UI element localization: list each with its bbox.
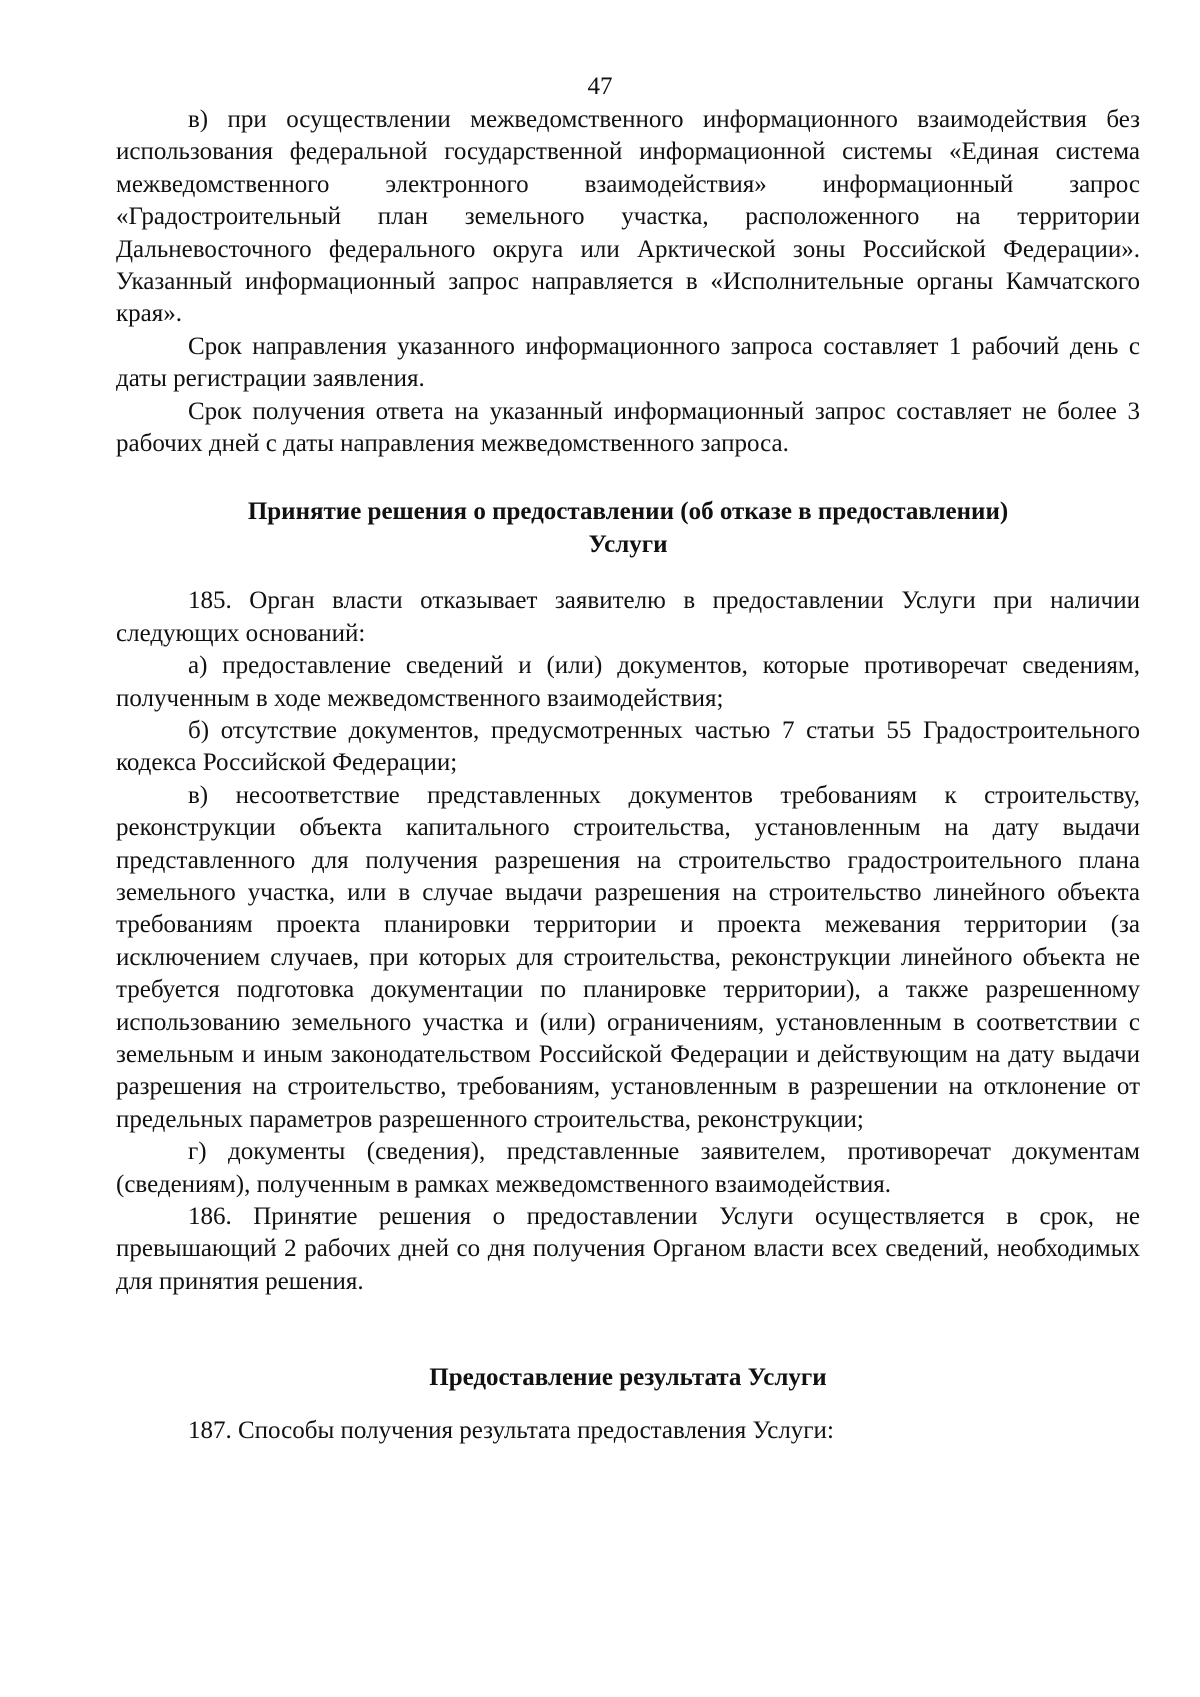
page-number: 47	[587, 73, 613, 100]
paragraph-185-b: б) отсутствие документов, предусмотренных частью 7 статьи 55 Градостроительного кодекса Российской Федерации;	[116, 716, 1140, 777]
paragraph-186: 186. Принятие решения о предоставлении Услуги осуществляется в срок, не превышающий 2 рабочих дней со дня получения Органом власти всех сведений, необходимых для принятия решения.	[116, 1203, 1140, 1295]
paragraph-187: 187. Способы получения результата предоставления Услуги:	[188, 1416, 834, 1444]
paragraph-request-deadline: Срок направления указанного информационного запроса составляет 1 рабочий день с даты регистрации заявления.	[116, 332, 1140, 393]
paragraph-interagency-request: в) при осуществлении межведомственного информационного взаимодействия без использования федеральной государственной информационной системы «Единая система межведомственного электронного взаимодействия» информационный запрос «Градостроительный план земельного участка, расположенного на территории Дальневосточного федерального округа или Арктической зоны Российской Федерации». Указанный информационный запрос направляется в «Исполнительные органы Камчатского края».	[116, 106, 1140, 328]
paragraph-185: 185. Орган власти отказывает заявителю в предоставлении Услуги при наличии следующих оснований:	[116, 587, 1140, 647]
paragraph-185-a: а) предоставление сведений и (или) документов, которые противоречат сведениям, полученным в ходе межведомственного взаимодействия;	[116, 652, 1140, 712]
section-heading-result: Предоставление результата Услуги	[429, 1364, 827, 1392]
paragraph-response-deadline: Срок получения ответа на указанный информационный запрос составляет не более 3 рабочих дней с даты направления межведомственного запроса.	[116, 397, 1140, 458]
paragraph-185-g: г) документы (сведения), представленные заявителем, противоречат документам (сведениям), полученным в рамках межведомственного взаимодействия.	[116, 1138, 1140, 1198]
section-heading-decision	[116, 496, 1140, 561]
section-heading-decision-line2: Услуги	[588, 530, 668, 558]
section-heading-decision-line1: Принятие решения о предоставлении (об отказе в предоставлении)	[247, 498, 1009, 526]
document-body	[116, 104, 1140, 1447]
paragraph-185-v: в) несоответствие представленных документов требованиям к строительству, реконструкции объекта капитального строительства, установленным на дату выдачи представленного для получения разрешения на строительство градостроительного плана земельного участка, или в случае выдачи разрешения на строительство линейного объекта требованиям проекта планировки территории и проекта межевания территории (за исключением случаев, при которых для строительства, реконструкции линейного объекта не требуется подготовка документации по планировке территории), а также разрешенному использованию земельного участка и (или) ограничениям, установленным в соответствии с земельным и иным законодательством Российской Федерации и действующим на дату выдачи разрешения на строительство, требованиям, установленным в разрешении на отклонение от предельных параметров разрешенного строительства, реконструкции;	[116, 781, 1140, 1133]
